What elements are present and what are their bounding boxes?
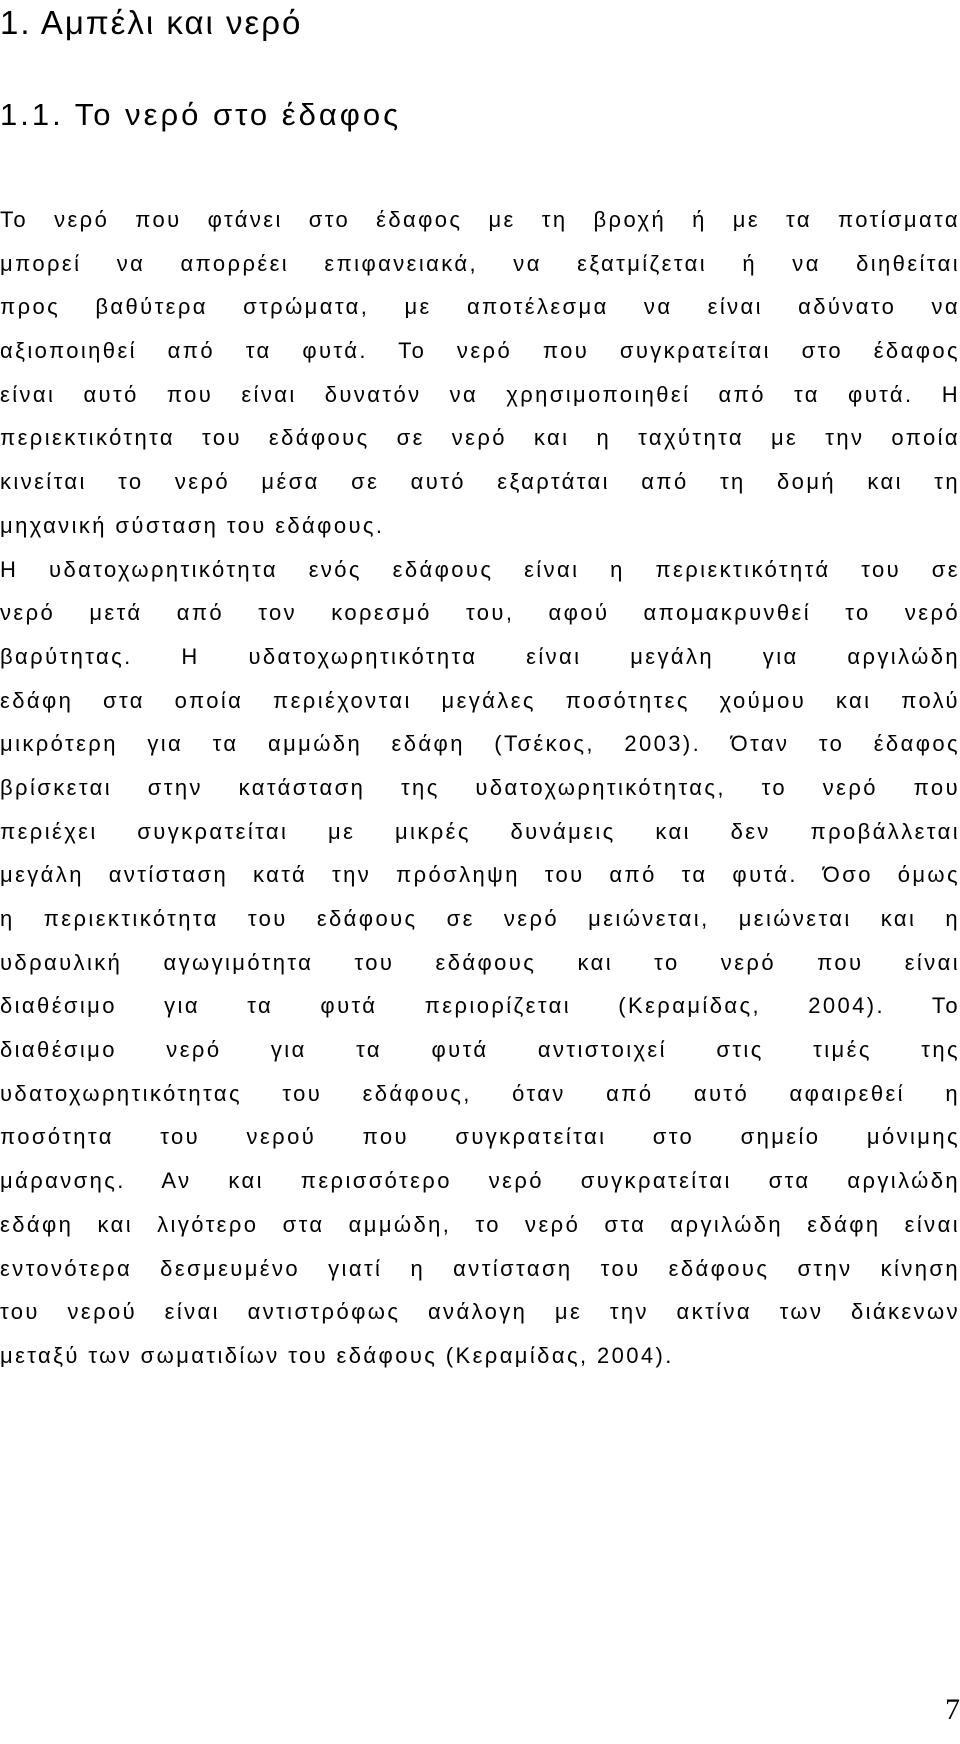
text-line: κινείται το νερό μέσα σε αυτό εξαρτάται από τη δομή και τη — [0, 469, 960, 495]
text-line: μπορεί να απορρέει επιφανειακά, να εξατμίζεται ή να διηθείται — [0, 250, 960, 276]
section-heading: 1.1. Το νερό στο έδαφος — [0, 97, 402, 132]
text-line: εντονότερα δεσμευμένο γιατί η αντίσταση του εδάφους στην κίνηση — [0, 1255, 960, 1281]
text-line: αξιοποιηθεί από τα φυτά. Το νερό που συγκρατείται στο έδαφος — [0, 338, 960, 364]
text-line: περιέχει συγκρατείται με μικρές δυνάμεις και δεν προβάλλεται — [0, 818, 960, 844]
chapter-heading: 1. Αμπέλι και νερό — [0, 4, 303, 41]
text-line: είναι αυτό που είναι δυνατόν να χρησιμοποιηθεί από τα φυτά. Η — [0, 381, 960, 407]
text-line: μηχανική σύσταση του εδάφους. — [0, 512, 385, 538]
text-line: μεγάλη αντίσταση κατά την πρόσληψη του από τα φυτά. Όσο όμως — [0, 862, 960, 888]
text-line: η περιεκτικότητα του εδάφους σε νερό μειώνεται, μειώνεται και η — [0, 906, 960, 931]
text-line: διαθέσιμο νερό για τα φυτά αντιστοιχεί στις τιμές της — [0, 1037, 960, 1063]
text-line: προς βαθύτερα στρώματα, με αποτέλεσμα να είναι αδύνατο να — [0, 294, 960, 320]
text-line: του νερού είναι αντιστρόφως ανάλογη με την ακτίνα των διάκενων — [0, 1299, 960, 1325]
text-line: εδάφη στα οποία περιέχονται μεγάλες ποσότητες χούμου και πολύ — [0, 687, 960, 713]
text-line: μικρότερη για τα αμμώδη εδάφη (Τσέκος, 2003). Όταν το έδαφος — [0, 731, 960, 757]
text-line: περιεκτικότητα του εδάφους σε νερό και η ταχύτητα με την οποία — [0, 425, 960, 451]
page-number: 7 — [945, 1693, 960, 1726]
text-line: υδραυλική αγωγιμότητα του εδάφους και το νερό που είναι — [0, 949, 960, 975]
text-line: Η υδατοχωρητικότητα ενός εδάφους είναι η περιεκτικότητά του σε — [0, 556, 960, 582]
text-line: διαθέσιμο για τα φυτά περιορίζεται (Κεραμίδας, 2004). Το — [0, 993, 960, 1019]
text-line: μεταξύ των σωματιδίων του εδάφους (Κεραμίδας, 2004). — [0, 1342, 674, 1368]
text-line: εδάφη και λιγότερο στα αμμώδη, το νερό στα αργιλώδη εδάφη είναι — [0, 1211, 960, 1237]
text-line: μάρανσης. Αν και περισσότερο νερό συγκρατείται στα αργιλώδη — [0, 1168, 960, 1194]
text-line: βαρύτητας. Η υδατοχωρητικότητα είναι μεγάλη για αργιλώδη — [0, 643, 960, 669]
text-line: υδατοχωρητικότητας του εδάφους, όταν από αυτό αφαιρεθεί η — [0, 1080, 960, 1106]
text-line: ποσότητα του νερού που συγκρατείται στο σημείο μόνιμης — [0, 1124, 960, 1150]
text-line: νερό μετά από τον κορεσμό του, αφού απομακρυνθεί το νερό — [0, 600, 960, 626]
text-line: Το νερό που φτάνει στο έδαφος με τη βροχή ή με τα ποτίσματα — [0, 207, 960, 232]
body-text — [0, 198, 960, 1378]
text-line: βρίσκεται στην κατάσταση της υδατοχωρητικότητας, το νερό που — [0, 774, 960, 800]
